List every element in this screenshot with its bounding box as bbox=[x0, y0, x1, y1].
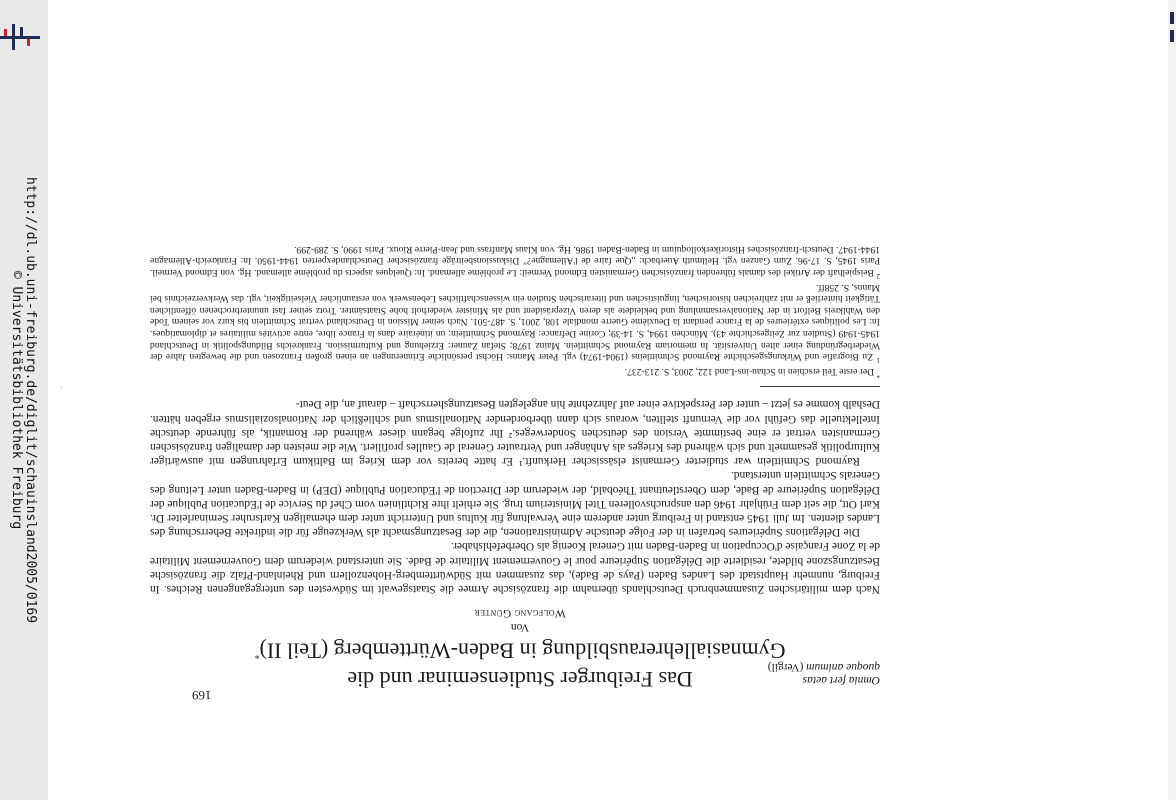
title-line: Das Freiburger Studienseminar und die bbox=[347, 667, 693, 692]
right-edge-strip bbox=[1168, 0, 1176, 800]
paragraph: Raymond Schmittlein war studierter Germanist elsässischer Herkunft.¹ Er hatte bereits vor dem Krieg im Baltikum Erfahrungen mit auswärtiger Kulturpolitik gesammelt und sich während des Krieges als Anhänger und Vertrauter General de Gaulles profiliert. Wie die meisten der damaligen französischen Germanisten vertrat er eine bestimmte Version des deutschen Sonderweges.² Ihr zufolge begann dieser während der Romantik, als führende deutsche Intellektuelle das Gefühl vor die Vernunft stellten, woraus sich dann überbordender Nationalismus und schließlich der Nationalsozialismus ergeben hätten. Deshalb komme es jetzt – unter der Perspektive einer auf Jahrzehnte hin angelegten Besatzungsherrschaft – darauf an, die Deut- bbox=[150, 398, 880, 468]
epigraph-line: Omnia fert aetas bbox=[802, 674, 880, 686]
author-name: Wolfgang Günter bbox=[474, 607, 566, 619]
byline-von: Von bbox=[510, 621, 530, 633]
footnote-text: Beispielhaft der Artikel des damals führenden französischen Germanisten Edmond Vermeil: Le problème allemand. In: Quelques aspects du problème allemand. Hg. von Edmond Vermeil. Paris 1945, S. 17-96. Zum Ganzen vgl. Hellmuth Auerbach: „Que faire de l'Allemagne?" Diskussionsbeiträge französischer Deutschlandexperten 1944-1950. In: Frankreich-Allemagne 1944-1947. Deutsch-französisches Historikerkolloquium in Baden-Baden 1986. Hg. von Klaus Manfrass und Jean-Pierre Rioux. Paris 1990, S. 289-299. bbox=[150, 243, 880, 278]
footnote-item: * Der erste Teil erschien in Schau-ins-Land 122, 2003, S. 213-237. bbox=[624, 365, 880, 380]
scan-mark: · bbox=[60, 384, 63, 392]
scanned-page bbox=[150, 10, 880, 703]
article-title bbox=[240, 639, 800, 692]
page-number: 169 bbox=[192, 688, 212, 703]
paragraph: Nach dem militärischen Zusammenbruch Deutschlands übernahm die französische Armee die Staatsgewalt im Südwesten des untergegangenen Reiches. In Freiburg, nunmehr Hauptstadt des Landes Baden (Pays de Bade), das zusammen mit Südwürttemberg-Hohenzollern und Rheinland-Pfalz die französische Besatzungszone bildete, residierte die Délégation Supérieure pour le Gouvernement Militaire de Bade. Sie unterstand wiederum dem Gouvernement Militaire de la Zone Française d'Occupation in Baden-Baden mit General Koenig als Oberbefehlshaber. bbox=[150, 540, 880, 595]
footnote-item: $^1$ Zu Biografie und Wirkungsgeschichte Raymond Schmittleins (1904-1974) vgl. Peter Manns: Höchst persönliche Erinnerungen an einen großen Franzosen und die bewegten Jahre der Wiederbegründung einer alten Universität. In memoriam Raymond Schmittlein. Mainz 1978; Stefan Zauner: Erziehung und Kulturmission. Frankreichs Bildungspolitik in Deutschland 1945-1949 (Studien zur Zeitgeschichte 43). München 1994, S. 14-39; Corine Defrance: Raymond Schmittlein: un itinéraire dans la France libre, entre activités militaires et diplomatiques. In: Les politiques extérieures de la France pendant la Deuxième Guerre mondiale 108, 2001, S. 487-501. Nach seiner Mission in Deutschland vertrat Schmittlein bis kurz vor seinem Tode den Wahlkreis Belfort in der Nationalversammlung und bekleidete als deren Vizepräsident und als Minister wiederholt hohe Staatsämter. Trotz seiner fast ununterbrochenen öffentlichen Tätigkeit hinterließ er mit zahlreichen historischen, linguistischen und literarischen Studien ein wissenschaftliches Lebenswerk von erstaunlicher Vielseitigkeit, vgl. das Werkverzeichnis bei Manns, S. 258ff. bbox=[150, 281, 880, 365]
epigraph-line: quoque animum bbox=[806, 661, 880, 673]
source-url[interactable]: http://dl.ub.uni-freiburg.de/diglit/schauinsland2005/0169 bbox=[23, 176, 38, 624]
copyright-notice: © Universitätsbibliothek Freiburg bbox=[9, 270, 24, 530]
footnote-item: $^2$ Beispielhaft der Artikel des damals führenden französischen Germanisten Edmond Vermeil: Le problème allemand. In: Quelques aspects du problème allemand. Hg. von Edmond Vermeil. Paris 1945, S. 17-96. Zum Ganzen vgl. Hellmuth Auerbach: „Que faire de l'Allemagne?" Diskussionsbeiträge französischer Deutschlandexperten 1944-1950. In: Frankreich-Allemagne 1944-1947. Deutsch-französisches Historikerkolloquium in Baden-Baden 1986. Hg. von Klaus Manfrass und Jean-Pierre Rioux. Paris 1990, S. 289-299. bbox=[150, 243, 880, 281]
title-footnote-mark: * bbox=[254, 649, 260, 660]
footnote-text: Der erste Teil erschien in Schau-ins-Land 122, 2003, S. 213-237. bbox=[624, 365, 875, 377]
footnote-text: Zu Biografie und Wirkungsgeschichte Raymond Schmittleins (1904-1974) vgl. Peter Manns: Höchst persönliche Erinnerungen an einen großen Franzosen und die bewegten Jahre der Wiederbegründung einer alten Universität. In memoriam Raymond Schmittlein. Mainz 1978; Stefan Zauner: Erziehung und Kulturmission. Frankreichs Bildungspolitik in Deutschland 1945-1949 (Studien zur Zeitgeschichte 43). München 1994, S. 14-39; Corine Defrance: Raymond Schmittlein: un itinéraire dans la France libre, entre activités militaires et diplomatiques. In: Les politiques extérieures de la France pendant la Deuxième Guerre mondiale 108, 2001, S. 487-501. Nach seiner Mission in Deutschland vertrat Schmittlein bis kurz vor seinem Tode den Wahlkreis Belfort in der Nationalversammlung und bekleidete als deren Vizepräsident und als Minister wiederholt hohe Staatsämter. Trotz seiner fast ununterbrochenen öffentlichen Tätigkeit hinterließ er mit zahlreichen historischen, linguistischen und literarischen Studien ein wissenschaftliches Lebenswerk von erstaunlicher Vielseitigkeit, vgl. das Werkverzeichnis bei Manns, S. 258ff. bbox=[150, 281, 880, 363]
paragraph: Die Délégations Supérieures betrafen in der Folge deutsche Administrationen, die der Besatzungsmacht als Werkzeuge für die indirekte Beherrschung des Landes dienten. Im Juli 1945 entstand in Freiburg unter anderem eine Verwaltung für Kultus und Unterricht unter dem ehemaligen Karlsruher Seminarleiter Dr. Karl Ott, die seit dem Frühjahr 1946 den anspruchsvolleren Titel Ministerium trug. Sie erhielt ihre Richtlinien vom Chef du Service de l'Education Publique der Délégation Supérieure de Bade, dem Oberstleutnant Théobald, der wiederum der Direction de l'Education Publique (DEP) in Baden-Baden unter Leitung des Generals Schmittlein unterstand. bbox=[150, 469, 880, 539]
byline bbox=[240, 606, 800, 634]
title-line: Gymnasiallehrerausbildung in Baden-Württemberg (Teil II) bbox=[259, 638, 786, 664]
footnotes bbox=[150, 243, 880, 380]
article-body bbox=[150, 243, 880, 596]
epigraph-source: (Vergil) bbox=[767, 661, 804, 673]
footnote-separator bbox=[760, 386, 880, 387]
